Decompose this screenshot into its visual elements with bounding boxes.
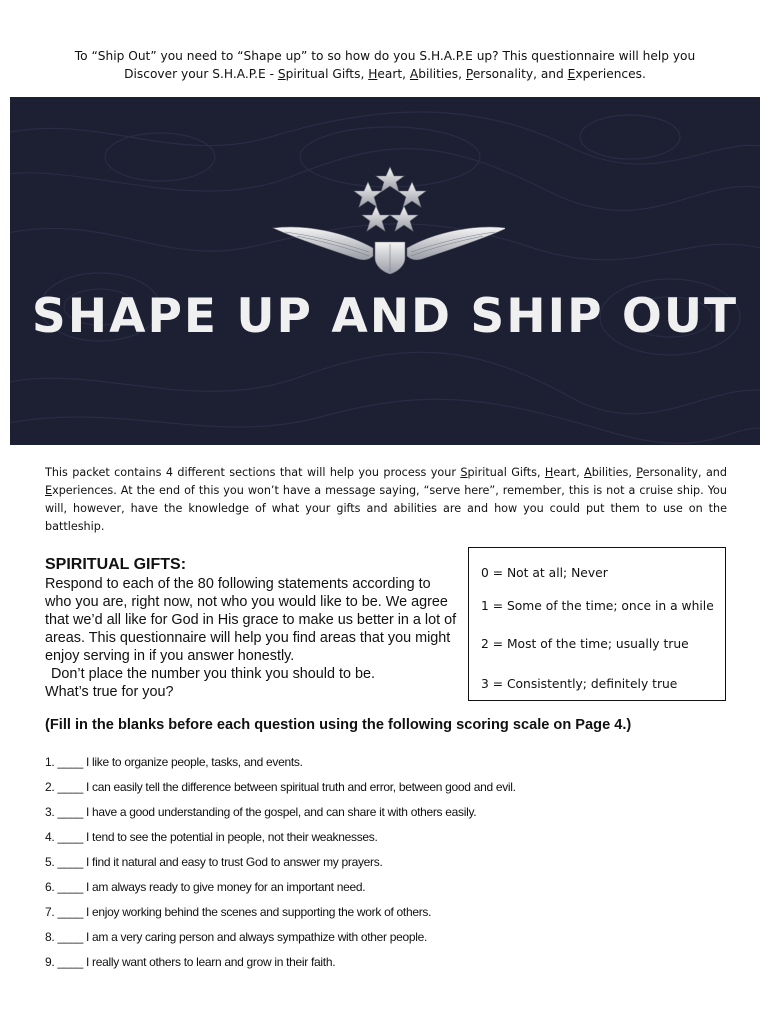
- question-item: 7. ____ I enjoy working behind the scenes and supporting the work of others.: [45, 905, 432, 919]
- intro-line-2: Discover your S.H.A.P.E - Spiritual Gifts, Heart, Abilities, Personality, and Experiences.: [124, 67, 646, 81]
- shape-up-banner: [10, 97, 760, 445]
- intro-line-1: To “Ship Out” you need to “Shape up” to so how do you S.H.A.P.E up? This questionnaire will help you: [74, 49, 696, 63]
- questions-list: [45, 754, 516, 979]
- question-item: 3. ____ I have a good understanding of the gospel, and can share it with others easily.: [45, 805, 477, 819]
- spiritual-gifts-instructions: [45, 575, 460, 701]
- packet-description: This packet contains 4 different sections that will help you process your Spiritual Gifts, Heart, Abilities, Personality, and Experiences. At the end of this you won’t have a message saying, “serve here”, remember, this is not a cruise ship. You will, however, have the knowledge of what your gifts and abilities are and how you could put them to use on the battleship.: [45, 466, 727, 533]
- instructions-question: What’s true for you?: [45, 684, 174, 700]
- fill-in-instructions: (Fill in the blanks before each question using the following scoring scale on Page 4.): [45, 717, 632, 733]
- instructions-paragraph-2: Don’t place the number you think you should to be.: [51, 666, 375, 682]
- question-item: 8. ____ I am a very caring person and always sympathize with other people.: [45, 930, 428, 944]
- command-pilot-wings-with-stars-icon: [265, 162, 505, 282]
- question-item: 1. ____ I like to organize people, tasks, and events.: [45, 755, 303, 769]
- scoring-scale-box: [468, 547, 726, 701]
- spiritual-gifts-heading: SPIRITUAL GIFTS:: [45, 556, 187, 573]
- scale-item-1: 1 = Some of the time; once in a while: [481, 599, 714, 613]
- scale-item-3: 3 = Consistently; definitely true: [481, 677, 678, 691]
- question-item: 6. ____ I am always ready to give money for an important need.: [45, 880, 366, 894]
- intro-text: [40, 47, 730, 83]
- banner-title: SHAPE UP AND SHIP OUT: [31, 289, 739, 344]
- question-item: 2. ____ I can easily tell the difference between spiritual truth and error, between good and evil.: [45, 780, 516, 794]
- question-item: 9. ____ I really want others to learn and grow in their faith.: [45, 955, 336, 969]
- question-item: 4. ____ I tend to see the potential in people, not their weaknesses.: [45, 830, 378, 844]
- scale-item-0: 0 = Not at all; Never: [481, 566, 608, 580]
- instructions-paragraph-1: Respond to each of the 80 following statements according to who you are, right now, not who you would like to be. We agree that we’d all like for God in His grace to make us better in a lot of areas. This questionnaire will help you find areas that you might enjoy serving in if you answer honestly.: [45, 576, 457, 664]
- scale-item-2: 2 = Most of the time; usually true: [481, 637, 689, 651]
- question-item: 5. ____ I find it natural and easy to trust God to answer my prayers.: [45, 855, 383, 869]
